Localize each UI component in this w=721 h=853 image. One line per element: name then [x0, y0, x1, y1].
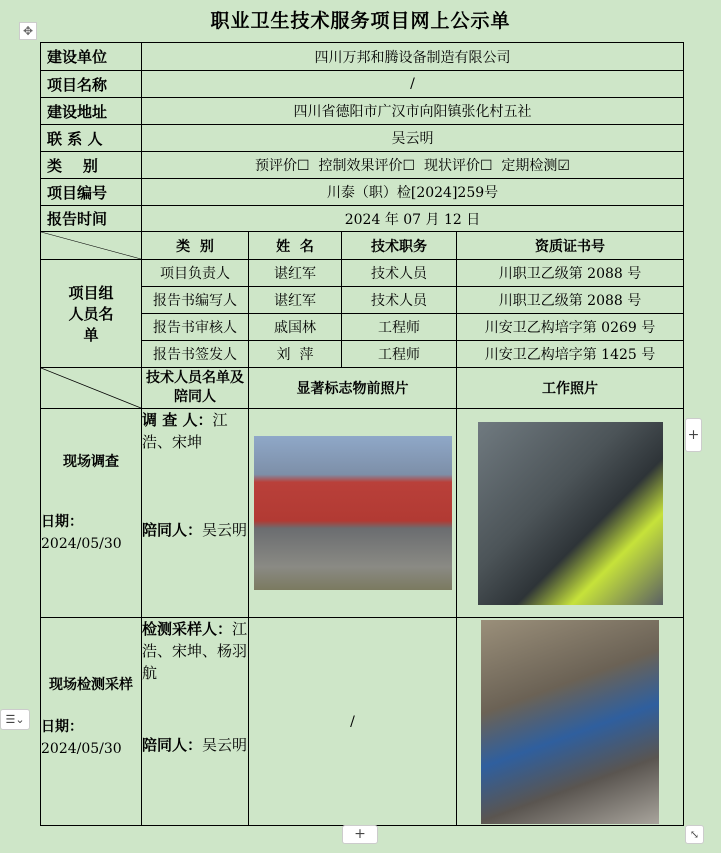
add-column-button[interactable]: + [685, 418, 702, 452]
sampling-work-photo-cell [457, 618, 684, 826]
row-options-button[interactable]: ☰⌄ [0, 709, 30, 730]
sampling-escort: 吴云明 [202, 736, 248, 754]
value-contact: 吴云明 [142, 125, 684, 152]
value-report-date: 2024 年 07 月 12 日 [142, 206, 684, 232]
label-category: 类 别 [41, 152, 142, 179]
label-contact: 联 系 人 [41, 125, 142, 152]
diagonal-header-cell [41, 368, 142, 409]
team-header-cert: 资质证书号 [457, 232, 684, 260]
member-name: 谌红军 [249, 260, 342, 287]
team-header-title: 技术职务 [342, 232, 457, 260]
member-role: 报告书签发人 [142, 341, 249, 368]
member-cert: 川安卫乙构培字第 0269 号 [457, 314, 684, 341]
photo-header-staff: 技术人员名单及陪同人 [142, 368, 249, 409]
value-category: 预评价☐ 控制效果评价☐ 现状评价☐ 定期检测☑ [142, 152, 684, 179]
label-unit: 建设单位 [41, 43, 142, 71]
survey-escort: 吴云明 [202, 521, 248, 539]
sampling-escort-label: 陪同人： [142, 736, 203, 754]
sampling-staff-label: 检测采样人： [142, 620, 233, 638]
survey-staff: 江浩、宋坤 [142, 411, 228, 451]
diagonal-header-cell [41, 232, 142, 260]
member-title: 工程师 [342, 341, 457, 368]
member-name: 谌红军 [249, 287, 342, 314]
member-role: 报告书审核人 [142, 314, 249, 341]
sampling-date-label: 日期： [41, 719, 83, 735]
label-project-name: 项目名称 [41, 71, 142, 98]
sampling-staff-cell [142, 618, 249, 826]
survey-label: 现场调查 [63, 454, 119, 470]
survey-date-label: 日期： [41, 514, 83, 530]
member-title: 技术人员 [342, 287, 457, 314]
label-address: 建设地址 [41, 98, 142, 125]
member-role: 项目负责人 [142, 260, 249, 287]
work-photo [478, 422, 663, 605]
member-cert: 川安卫乙构培字第 1425 号 [457, 341, 684, 368]
resize-handle-icon[interactable]: ⤡ [685, 825, 704, 844]
member-cert: 川职卫乙级第 2088 号 [457, 260, 684, 287]
work-photo [481, 620, 659, 824]
notice-table [40, 42, 684, 826]
photo-header-work: 工作照片 [457, 368, 684, 409]
sampling-landmark-cell: / [249, 618, 457, 826]
add-row-button[interactable]: + [342, 825, 378, 844]
value-unit: 四川万邦和腾设备制造有限公司 [142, 43, 684, 71]
photo-header-landmark: 显著标志物前照片 [249, 368, 457, 409]
value-address: 四川省德阳市广汉市向阳镇张化村五社 [142, 98, 684, 125]
sampling-date: 2024/05/30 [41, 741, 122, 757]
value-project-no: 川泰（职）检[2024]259号 [142, 179, 684, 206]
survey-date: 2024/05/30 [41, 536, 122, 552]
member-name: 刘 萍 [249, 341, 342, 368]
landmark-photo [254, 436, 452, 590]
member-title: 技术人员 [342, 260, 457, 287]
label-report-date: 报告时间 [41, 206, 142, 232]
survey-landmark-photo-cell [249, 409, 457, 618]
value-project-name: / [142, 71, 684, 98]
team-group-label: 项目组人员名单 [41, 260, 142, 368]
survey-work-photo-cell [457, 409, 684, 618]
sampling-label-cell [41, 618, 142, 826]
member-cert: 川职卫乙级第 2088 号 [457, 287, 684, 314]
member-title: 工程师 [342, 314, 457, 341]
survey-label-cell [41, 409, 142, 618]
label-project-no: 项目编号 [41, 179, 142, 206]
table-move-handle-icon[interactable]: ✥ [19, 22, 37, 40]
team-header-name: 姓 名 [249, 232, 342, 260]
sampling-staff: 江浩、宋坤、杨羽航 [142, 620, 248, 682]
member-name: 戚国林 [249, 314, 342, 341]
team-header-role: 类 别 [142, 232, 249, 260]
survey-staff-cell [142, 409, 249, 618]
survey-escort-label: 陪同人： [142, 521, 203, 539]
page-title: 职业卫生技术服务项目网上公示单 [210, 10, 511, 32]
sampling-label: 现场检测采样 [49, 677, 133, 693]
survey-staff-label: 调 查 人： [142, 411, 213, 429]
member-role: 报告书编写人 [142, 287, 249, 314]
